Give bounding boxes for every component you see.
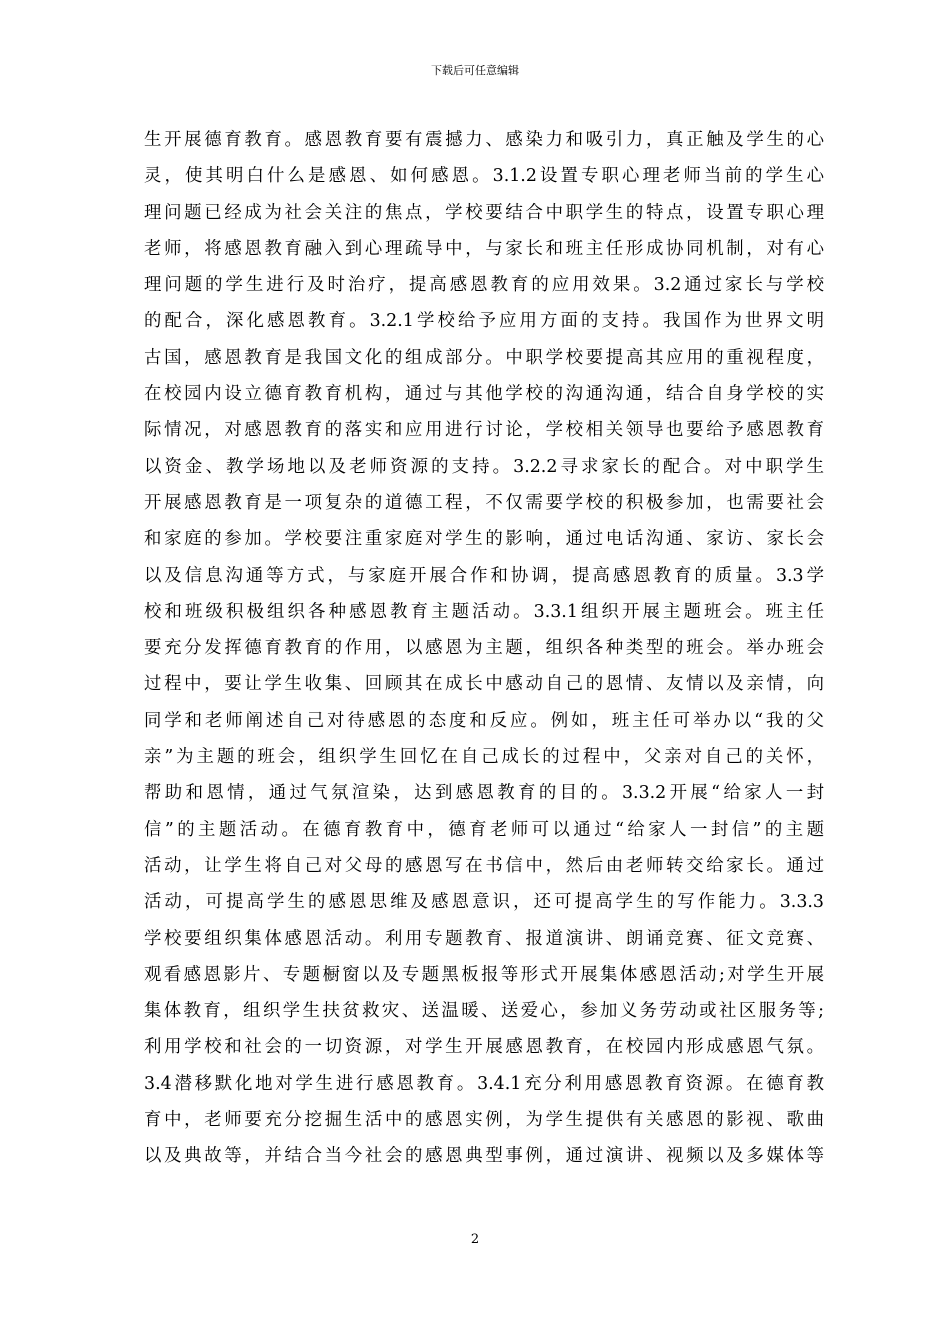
text-line: 老师，将感恩教育融入到心理疏导中，与家长和班主任形成协同机制，对有心 (144, 238, 824, 259)
page-header: 下载后可任意编辑 (431, 64, 519, 77)
page-number: 2 (470, 1232, 480, 1247)
text-line: 育中，老师要充分挖掘生活中的感恩实例，为学生提供有关感恩的影视、歌曲 (144, 1110, 824, 1131)
text-line: 集体教育，组织学生扶贫救灾、送温暖、送爱心，参加义务劳动或社区服务等; (144, 1001, 824, 1022)
text-line: 校和班级积极组织各种感恩教育主题活动。3.3.1组织开展主题班会。班主任 (144, 601, 824, 622)
text-line: 的配合，深化感恩教育。3.2.1学校给予应用方面的支持。我国作为世界文明 (144, 311, 824, 332)
text-line: 观看感恩影片、专题橱窗以及专题黑板报等形式开展集体感恩活动;对学生开展 (144, 964, 824, 985)
text-line: 在校园内设立德育教育机构，通过与其他学校的沟通沟通，结合自身学校的实 (144, 384, 824, 405)
text-line: 亲”为主题的班会，组织学生回忆在自己成长的过程中，父亲对自己的关怀， (144, 747, 824, 768)
text-line: 以及典故等，并结合当今社会的感恩典型事例，通过演讲、视频以及多媒体等 (144, 1146, 824, 1167)
text-line: 理问题已经成为社会关注的焦点，学校要结合中职学生的特点，设置专职心理 (144, 202, 824, 223)
text-line: 理问题的学生进行及时治疗，提高感恩教育的应用效果。3.2通过家长与学校 (144, 275, 824, 296)
text-line: 利用学校和社会的一切资源，对学生开展感恩教育，在校园内形成感恩气氛。 (144, 1037, 824, 1058)
text-line: 信”的主题活动。在德育教育中，德育老师可以通过“给家人一封信”的主题 (144, 819, 824, 840)
text-line: 同学和老师阐述自己对待感恩的态度和反应。例如，班主任可举办以“我的父 (144, 710, 824, 731)
text-line: 帮助和恩情，通过气氛渲染，达到感恩教育的目的。3.3.2开展“给家人一封 (144, 783, 824, 804)
text-line: 际情况，对感恩教育的落实和应用进行讨论，学校相关领导也要给予感恩教育 (144, 420, 824, 441)
text-line: 和家庭的参加。学校要注重家庭对学生的影响，通过电话沟通、家访、家长会 (144, 529, 824, 550)
text-line: 活动，可提高学生的感恩思维及感恩意识，还可提高学生的写作能力。3.3.3 (144, 892, 824, 913)
text-line: 古国，感恩教育是我国文化的组成部分。中职学校要提高其应用的重视程度， (144, 347, 824, 368)
text-line: 活动，让学生将自己对父母的感恩写在书信中，然后由老师转交给家长。通过 (144, 855, 824, 876)
text-line: 以资金、教学场地以及老师资源的支持。3.2.2寻求家长的配合。对中职学生 (144, 456, 824, 477)
text-line: 3.4潜移默化地对学生进行感恩教育。3.4.1充分利用感恩教育资源。在德育教 (144, 1073, 824, 1094)
text-line: 学校要组织集体感恩活动。利用专题教育、报道演讲、朗诵竞赛、征文竞赛、 (144, 928, 824, 949)
text-line: 以及信息沟通等方式，与家庭开展合作和协调，提高感恩教育的质量。3.3学 (144, 565, 824, 586)
text-line: 要充分发挥德育教育的作用，以感恩为主题，组织各种类型的班会。举办班会 (144, 638, 824, 659)
body-text (144, 122, 824, 1175)
text-line: 生开展德育教育。感恩教育要有震撼力、感染力和吸引力，真正触及学生的心 (144, 130, 824, 150)
text-line: 开展感恩教育是一项复杂的道德工程，不仅需要学校的积极参加，也需要社会 (144, 492, 824, 513)
text-line: 灵，使其明白什么是感恩、如何感恩。3.1.2设置专职心理老师当前的学生心 (144, 166, 824, 187)
text-line: 过程中，要让学生收集、回顾其在成长中感动自己的恩情、友情以及亲情，向 (144, 674, 824, 695)
